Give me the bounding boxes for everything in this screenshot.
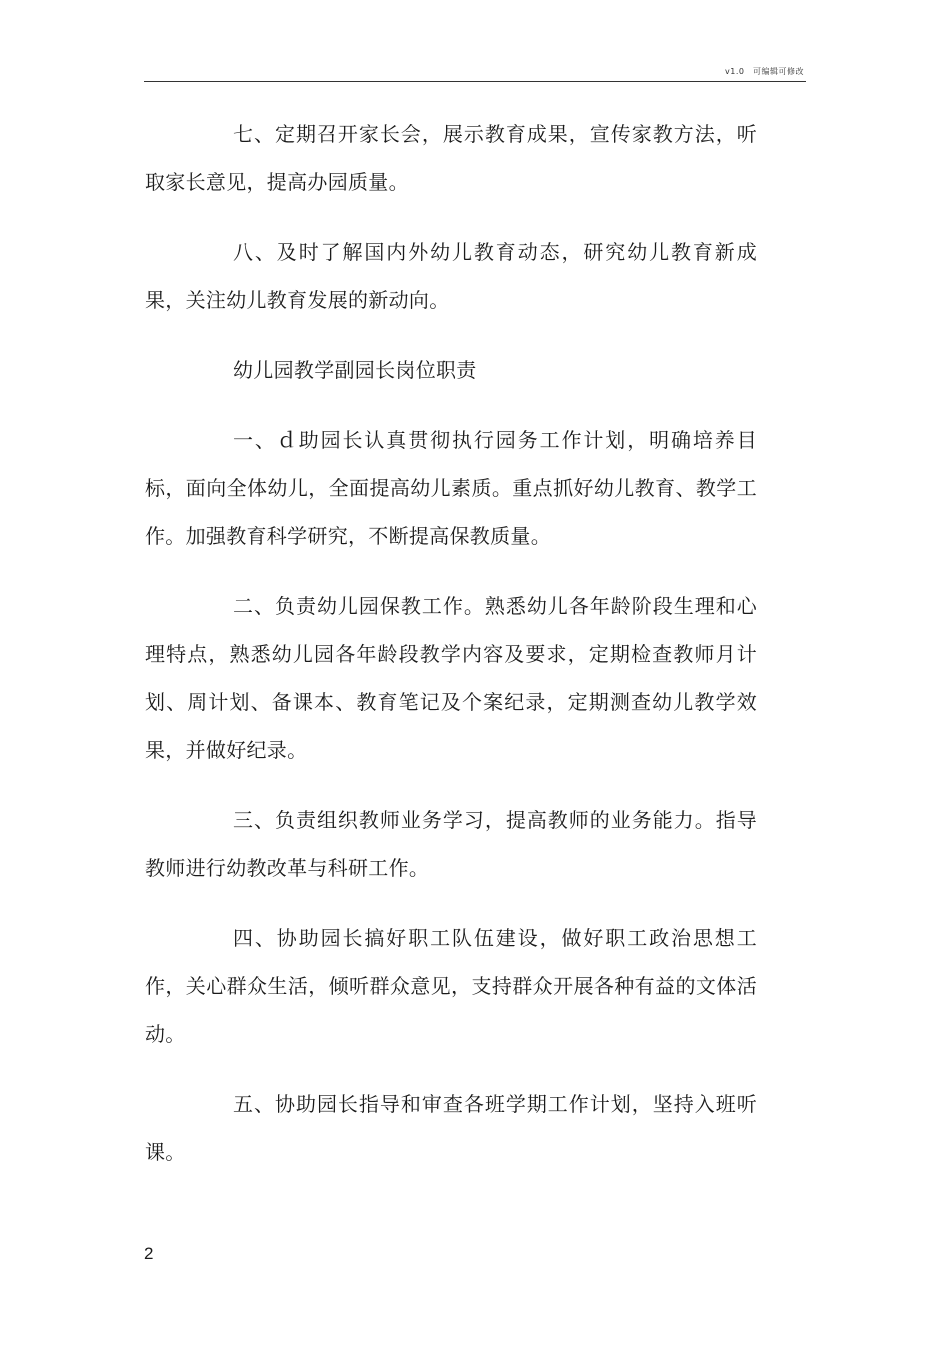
header-rule xyxy=(144,81,806,82)
paragraph-4: 四、协助园长搞好职工队伍建设，做好职工政治思想工作，关心群众生活，倾听群众意见，支持群众开展各种有益的文体活动。 xyxy=(145,926,757,1046)
paragraph-2: 二、负责幼儿园保教工作。熟悉幼儿各年龄阶段生理和心理特点，熟悉幼儿园各年龄段教学内容及要求，定期检查教师月计划、周计划、备课本、教育笔记及个案纪录，定期测查幼儿教学效果，并做好纪录。 xyxy=(145,594,757,762)
paragraph-5: 五、协助园长指导和审查各班学期工作计划，坚持入班听课。 xyxy=(145,1092,757,1164)
paragraph-8: 八、及时了解国内外幼儿教育动态，研究幼儿教育新成果，关注幼儿教育发展的新动向。 xyxy=(145,240,757,312)
paragraph-3: 三、负责组织教师业务学习，提高教师的业务能力。指导教师进行幼教改革与科研工作。 xyxy=(145,808,757,880)
page-number: 2 xyxy=(144,1244,154,1263)
paragraph-1: 一、ｄ助园长认真贯彻执行园务工作计划，明确培养目标，面向全体幼儿，全面提高幼儿素质。重点抓好幼儿教育、教学工作。加强教育科学研究，不断提高保教质量。 xyxy=(145,428,757,548)
paragraph-7: 七、定期召开家长会，展示教育成果，宣传家教方法，听取家长意见，提高办园质量。 xyxy=(145,122,757,194)
section-heading: 幼儿园教学副园长岗位职责 xyxy=(233,358,477,382)
document-body xyxy=(145,110,757,1198)
header-version-text: v1.0 可编辑可修改 xyxy=(725,67,804,76)
